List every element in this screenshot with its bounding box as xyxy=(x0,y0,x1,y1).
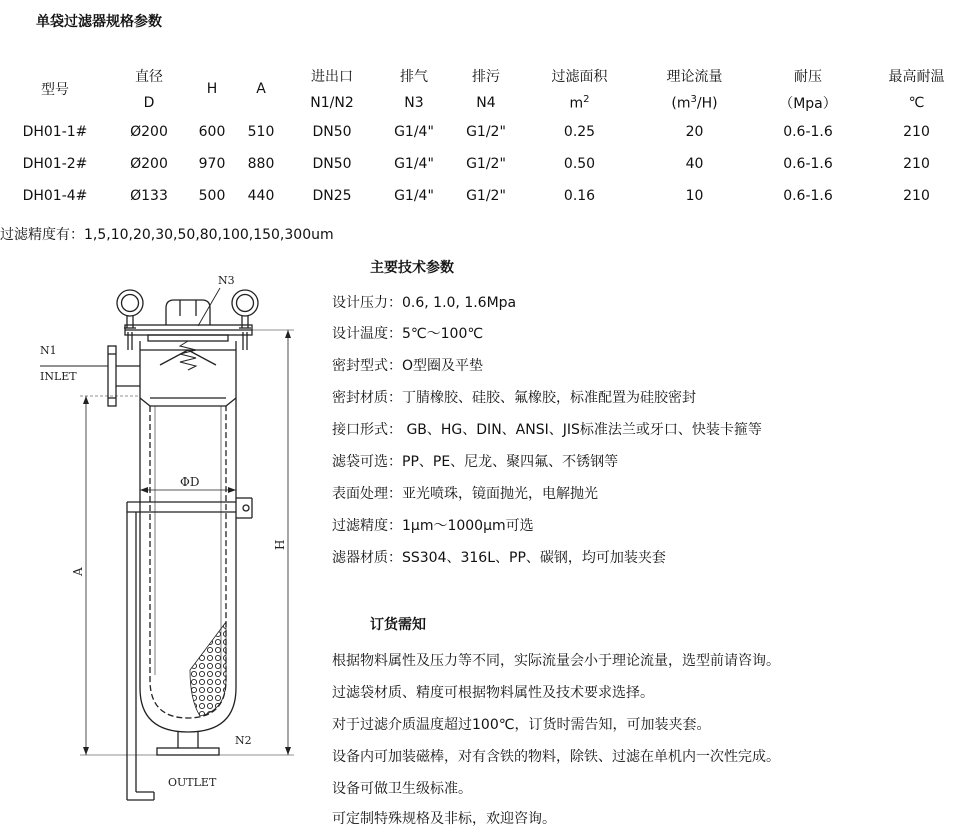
order-note-line: 过滤袋材质、精度可根据物料属性及技术要求选择。 xyxy=(332,685,654,701)
table-cell: Ø133 xyxy=(130,188,168,204)
table-cell: G1/2" xyxy=(466,156,506,172)
table-header-row-1 xyxy=(0,62,969,89)
tech-param-line: 滤器材质：SS304、316L、PP、碳钢，均可加装夹套 xyxy=(332,550,666,566)
table-header-row-2 xyxy=(0,89,969,116)
n1-label: N1 xyxy=(40,344,57,357)
header-cell: 排污 xyxy=(472,68,500,85)
order-note-line: 对于过滤介质温度超过100℃，订货时需告知，可加装夹套。 xyxy=(332,717,711,733)
table-cell: 210 xyxy=(903,188,930,204)
n3-label: N3 xyxy=(218,274,235,287)
table-cell: DH01-4# xyxy=(22,188,88,204)
table-cell: 0.6-1.6 xyxy=(783,156,833,172)
arrow-icon xyxy=(83,747,89,755)
order-notes-heading: 订货需知 xyxy=(370,617,426,633)
header-cell: ℃ xyxy=(908,94,925,111)
table-cell: DH01-1# xyxy=(22,124,88,140)
header-cell: 直径 xyxy=(135,68,163,85)
n2-label: N2 xyxy=(235,734,252,747)
header-cell: 型号 xyxy=(41,82,69,98)
header-cell: 最高耐温 xyxy=(888,68,945,85)
table-cell: G1/4" xyxy=(394,188,434,204)
unit-exponent: 2 xyxy=(583,93,590,105)
table-cell: 0.6-1.6 xyxy=(783,124,833,140)
header-cell xyxy=(637,89,752,116)
arrow-icon xyxy=(140,487,148,493)
table-cell: DN50 xyxy=(312,124,352,140)
table-cell: 880 xyxy=(247,156,275,172)
table-cell: 0.16 xyxy=(563,188,596,204)
tech-param-line: 过滤精度：1μm～1000μm可选 xyxy=(332,518,534,534)
outlet-nozzle xyxy=(157,732,219,755)
inlet-label: INLET xyxy=(40,370,77,383)
header-cell: N4 xyxy=(476,94,496,111)
table-cell: G1/4" xyxy=(394,124,434,140)
tech-param-line: 设计压力：0.6, 1.0, 1.6Mpa xyxy=(332,295,517,311)
tech-param-line: 密封材质：丁腈橡胶、硅胶、氟橡胶，标准配置为硅胶密封 xyxy=(332,390,696,406)
unit-post: /H) xyxy=(696,95,718,112)
header-cell: A xyxy=(256,81,266,97)
table-cell: G1/2" xyxy=(466,188,506,204)
tech-param-line: 设计温度：5℃～100℃ xyxy=(332,326,484,342)
table-row xyxy=(0,180,969,212)
outlet-label: OUTLET xyxy=(168,776,217,789)
bag-filter-drawing xyxy=(30,270,300,810)
header-cell: N3 xyxy=(404,94,424,111)
table-cell: DH01-2# xyxy=(22,156,88,172)
table-cell: DN50 xyxy=(312,156,352,172)
header-cell xyxy=(522,89,637,116)
arrow-icon xyxy=(228,487,236,493)
table-cell: 0.25 xyxy=(563,124,596,140)
header-cell: （Mpa） xyxy=(779,95,837,112)
table-cell: 440 xyxy=(247,188,275,204)
order-note-line: 设备内可加装磁棒，对有含铁的物料，除铁、过滤在单机内一次性完成。 xyxy=(332,749,780,765)
table-cell: 210 xyxy=(903,124,930,140)
tech-param-line: 密封型式：O型圈及平垫 xyxy=(332,358,484,374)
inlet-nozzle xyxy=(108,346,140,406)
header-cell: 过滤面积 xyxy=(551,68,608,85)
table-cell: 500 xyxy=(198,188,226,204)
unit-pre: (m xyxy=(671,95,691,112)
tech-param-line: 表面处理：亚光喷珠，镜面抛光，电解抛光 xyxy=(332,486,598,502)
table-cell: 970 xyxy=(198,156,226,172)
spring xyxy=(180,341,196,370)
table-cell: 10 xyxy=(685,188,704,204)
eyebolt-left xyxy=(117,290,143,350)
header-cell: H xyxy=(206,81,218,97)
tech-param-line: 滤袋可选：PP、PE、尼龙、聚四氟、不锈钢等 xyxy=(332,454,619,470)
table-row xyxy=(0,116,969,148)
filter-precision-note: 过滤精度有：1,5,10,20,30,50,80,100,150,300um xyxy=(0,227,334,243)
a-label: A xyxy=(71,567,85,576)
header-cell: 理论流量 xyxy=(666,68,723,85)
table-cell: 0.6-1.6 xyxy=(783,188,833,204)
basket-mesh xyxy=(190,622,226,716)
header-cell: N1/N2 xyxy=(310,94,354,111)
order-note-line: 设备可做卫生级标准。 xyxy=(332,781,472,797)
unit-exponent: 3 xyxy=(690,93,697,105)
h-label: H xyxy=(273,539,287,550)
tech-params-heading: 主要技术参数 xyxy=(370,260,454,276)
table-cell: Ø200 xyxy=(130,124,168,140)
header-cell: 耐压 xyxy=(794,68,822,85)
order-note-line: 根据物料属性及压力等不同，实际流量会小于理论流量，选型前请咨询。 xyxy=(332,653,780,669)
arrow-icon xyxy=(83,396,89,404)
table-cell: DN25 xyxy=(312,188,352,204)
header-cell: 进出口 xyxy=(311,68,353,85)
table-cell: Ø200 xyxy=(130,156,168,172)
order-note-line: 可定制特殊规格及非标，欢迎咨询。 xyxy=(332,811,556,827)
table-cell: 210 xyxy=(903,156,930,172)
table-row xyxy=(0,148,969,180)
spec-table xyxy=(0,62,969,212)
table-cell: 510 xyxy=(247,124,275,140)
header-cell: D xyxy=(143,94,155,111)
table-cell: G1/4" xyxy=(394,156,434,172)
table-cell: G1/2" xyxy=(466,124,506,140)
header-cell: 排气 xyxy=(400,68,428,85)
table-cell: 0.50 xyxy=(563,156,596,172)
arrow-icon xyxy=(285,747,291,755)
page-title: 单袋过滤器规格参数 xyxy=(36,14,162,30)
table-cell: 40 xyxy=(685,156,704,172)
n3-leader xyxy=(198,288,220,326)
arrow-icon xyxy=(285,330,291,338)
table-cell: 20 xyxy=(685,124,704,140)
table-cell: 600 xyxy=(198,124,226,140)
unit-base: m xyxy=(569,95,584,112)
tech-param-line: 接口形式： GB、HG、DIN、ANSI、JIS标准法兰或牙口、快装卡箍等 xyxy=(332,422,762,438)
diameter-label: ΦD xyxy=(180,475,200,489)
